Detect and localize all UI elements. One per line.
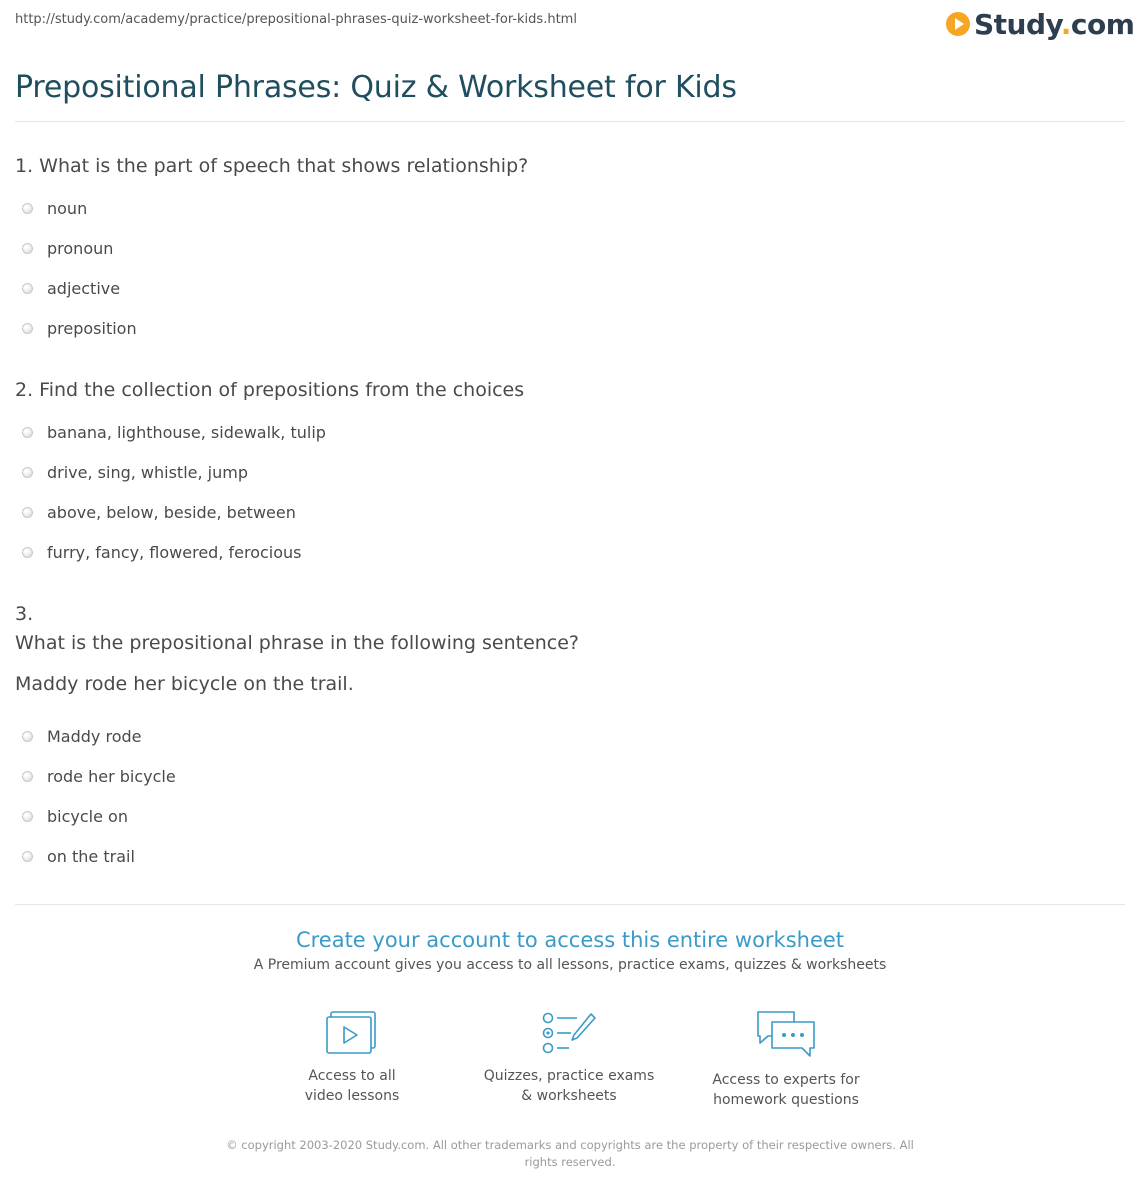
- create-account-link[interactable]: Create your account to access this entire worksheet: [295, 928, 845, 952]
- q1-option-3[interactable]: adjective: [22, 277, 120, 299]
- q2-option-2[interactable]: drive, sing, whistle, jump: [22, 461, 248, 483]
- q3-option-3[interactable]: bicycle on: [22, 805, 128, 827]
- feature-video-line2: video lessons: [304, 1088, 400, 1104]
- play-logo-icon: [946, 12, 970, 36]
- q1-option-2[interactable]: pronoun: [22, 237, 113, 259]
- q2-option-4[interactable]: furry, fancy, flowered, ferocious: [22, 541, 302, 563]
- q1-option-4[interactable]: preposition: [22, 317, 137, 339]
- radio-button[interactable]: [22, 731, 33, 742]
- logo-text: Study.com: [974, 7, 1135, 41]
- page-url: http://study.com/academy/practice/prepositional-phrases-quiz-worksheet-for-kids.html: [15, 12, 577, 27]
- question-3-prompt: What is the prepositional phrase in the following sentence?: [15, 632, 580, 654]
- question-3-sentence: Maddy rode her bicycle on the trail.: [15, 673, 354, 695]
- question-2: 2. Find the collection of prepositions from the choices: [15, 379, 525, 401]
- feature-experts-line2: homework questions: [713, 1092, 859, 1108]
- feature-experts: [686, 1010, 886, 1110]
- study-logo[interactable]: [946, 6, 1134, 42]
- radio-button[interactable]: [22, 851, 33, 862]
- question-3-number: 3.: [15, 603, 34, 625]
- quiz-worksheet-icon: [541, 1010, 597, 1056]
- title-divider: [15, 121, 1125, 122]
- radio-button[interactable]: [22, 547, 33, 558]
- page-title: Prepositional Phrases: Quiz & Worksheet for Kids: [15, 70, 737, 105]
- radio-button[interactable]: [22, 427, 33, 438]
- radio-button[interactable]: [22, 203, 33, 214]
- radio-button[interactable]: [22, 323, 33, 334]
- top-bar: [0, 0, 1140, 48]
- video-lessons-icon: [325, 1010, 379, 1056]
- expert-chat-icon: [754, 1010, 818, 1060]
- feature-quizzes: [469, 1010, 669, 1106]
- q2-option-3[interactable]: above, below, beside, between: [22, 501, 296, 523]
- radio-button[interactable]: [22, 467, 33, 478]
- feature-video-line1: Access to all: [308, 1068, 396, 1084]
- radio-button[interactable]: [22, 811, 33, 822]
- content-divider: [15, 904, 1125, 905]
- q3-option-2[interactable]: rode her bicycle: [22, 765, 176, 787]
- copyright-footer: © copyright 2003-2020 Study.com. All other trademarks and copyrights are the property of their respective owners. All rights reserved.: [226, 1138, 914, 1169]
- feature-quizzes-line1: Quizzes, practice exams: [483, 1068, 655, 1084]
- q2-option-1[interactable]: banana, lighthouse, sidewalk, tulip: [22, 421, 326, 443]
- radio-button[interactable]: [22, 243, 33, 254]
- feature-experts-line1: Access to experts for: [712, 1072, 860, 1088]
- feature-quizzes-line2: & worksheets: [521, 1088, 617, 1104]
- feature-video-lessons: [252, 1010, 452, 1106]
- question-1: 1. What is the part of speech that shows relationship?: [15, 155, 529, 177]
- radio-button[interactable]: [22, 507, 33, 518]
- radio-button[interactable]: [22, 771, 33, 782]
- radio-button[interactable]: [22, 283, 33, 294]
- q1-option-1[interactable]: noun: [22, 197, 87, 219]
- q3-option-1[interactable]: Maddy rode: [22, 725, 142, 747]
- premium-description: A Premium account gives you access to all lessons, practice exams, quizzes & worksheets: [253, 957, 887, 973]
- q3-option-4[interactable]: on the trail: [22, 845, 135, 867]
